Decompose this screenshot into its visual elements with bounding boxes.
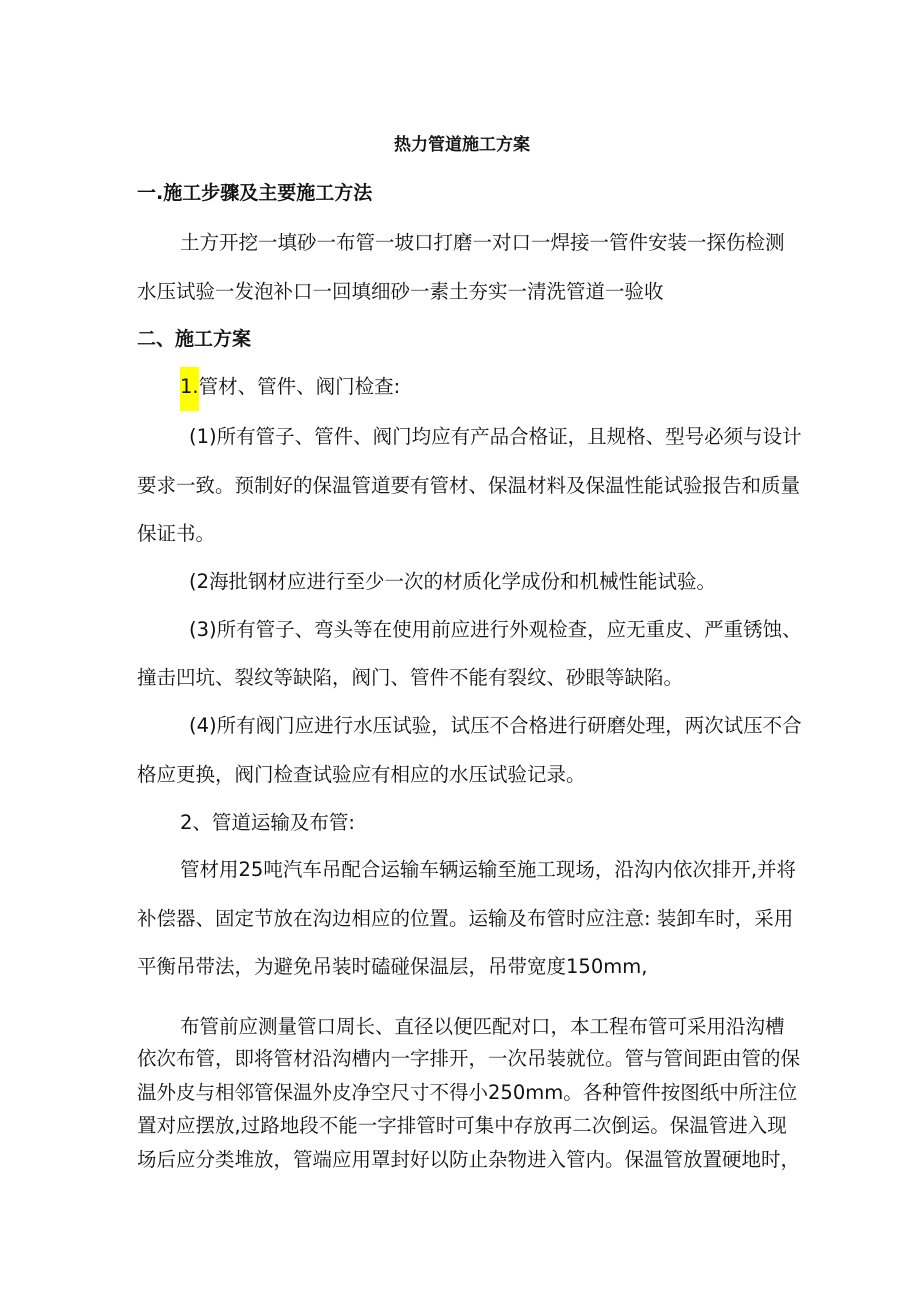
item1-line-1: (1)所有管子、管件、阀门均应有产品合格证，且规格、型号必须与设计 <box>189 425 802 448</box>
item1-line-7: (4)所有阀门应进行水压试验，试压不合格进行研磨处理，两次试压不合 <box>189 714 802 737</box>
item1-title: 管材、管件、阀门检查: <box>198 375 401 398</box>
item2-heading: 2、管道运输及布管: <box>180 811 355 834</box>
item1-line-3: 保证书。 <box>137 522 216 545</box>
item1-line-6: 撞击凹坑、裂纹等缺陷，阀门、管件不能有裂纹、砂眼等缺陷。 <box>137 666 684 689</box>
item2-para2-line-4: 置对应摆放,过路地段不能一字排管时可集中存放再二次倒运。保温管进入现 <box>137 1114 787 1137</box>
item1-line-2: 要求一致。预制好的保温管道要有管材、保温材料及保温性能试验报告和质量 <box>137 474 801 497</box>
item1-line-4: (2海批钢材应进行至少一次的材质化学成份和机械性能试验。 <box>189 570 717 593</box>
item2-para1-line-1: 管材用25吨汽车吊配合运输车辆运输至施工现场，沿沟内依次排开,并将 <box>180 858 797 881</box>
step-line-2: 水压试验一发泡补口一回填细砂一素土夯实一清洗管道一验收 <box>137 280 664 303</box>
item1-line-8: 格应更换，阀门检查试验应有相应的水压试验记录。 <box>137 763 586 786</box>
item-number-highlight: 1. <box>180 367 199 411</box>
section1-heading: 一.施工步骤及主要施工方法 <box>137 182 373 204</box>
item1-heading <box>180 377 400 411</box>
step-line-1: 土方开挖一填砂一布管一坡口打磨一对口一焊接一管件安装一探伤检测 <box>180 231 785 254</box>
item2-para2-line-5: 场后应分类堆放，管端应用罩封好以防止杂物进入管内。保温管放置硬地时， <box>137 1148 801 1171</box>
item2-para2-line-1: 布管前应测量管口周长、直径以便匹配对口，本工程布管可采用沿沟槽 <box>180 1015 785 1038</box>
item2-para2-line-2: 依次布管，即将管材沿沟槽内一字排开，一次吊装就位。管与管间距由管的保 <box>137 1047 801 1070</box>
item2-para1-line-3: 平衡吊带法，为避免吊装时磕碰保温层，吊带宽度150mm, <box>137 955 648 978</box>
item2-para1-line-2: 补偿器、固定节放在沟边相应的位置。运输及布管时应注意: 装卸车时，采用 <box>137 907 794 930</box>
document-title: 热力管道施工方案 <box>394 135 530 155</box>
section2-heading: 二、施工方案 <box>137 328 252 350</box>
item1-line-5: (3)所有管子、弯头等在使用前应进行外观检查，应无重皮、严重锈蚀、 <box>189 618 802 641</box>
item2-para2-line-3: 温外皮与相邻管保温外皮净空尺寸不得小250mm。各种管件按图纸中所注位 <box>137 1081 798 1104</box>
